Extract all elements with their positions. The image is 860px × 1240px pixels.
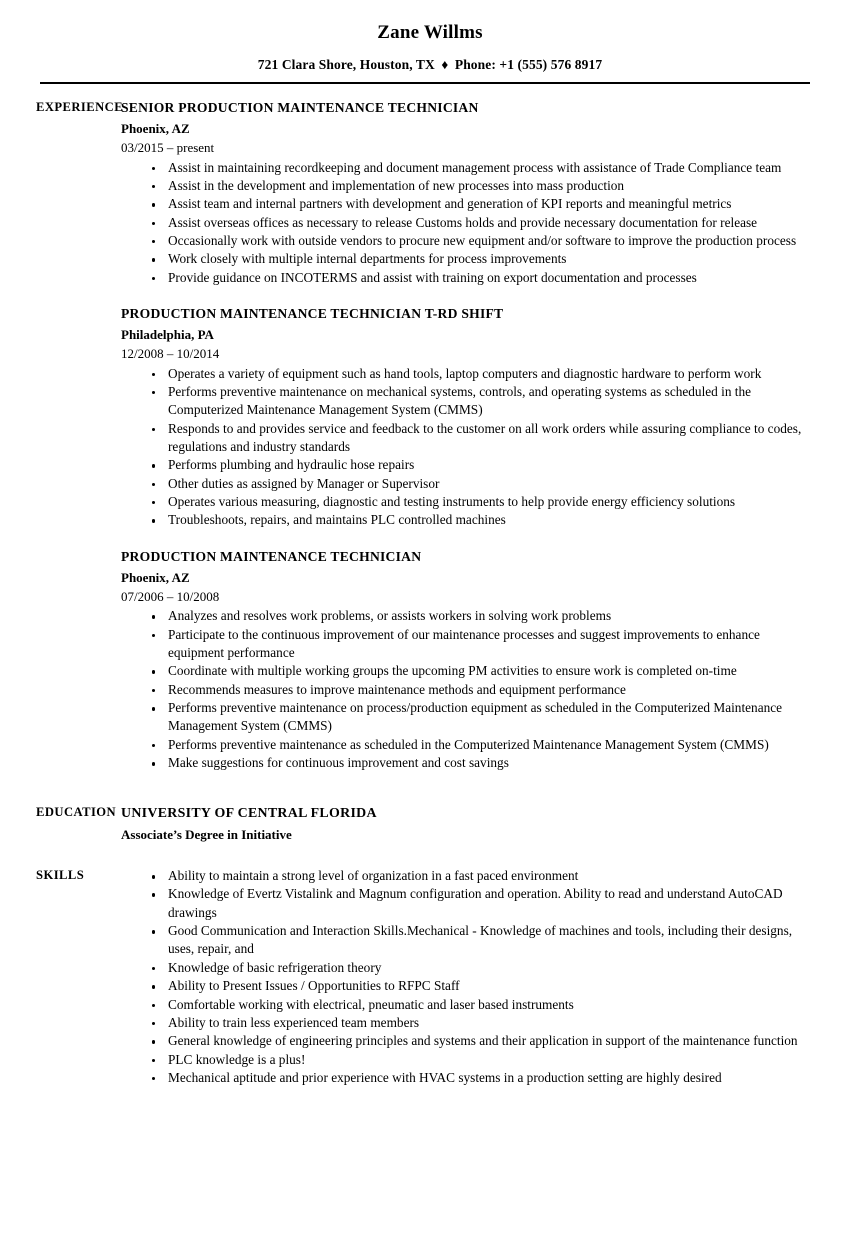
job-title: PRODUCTION MAINTENANCE TECHNICIAN <box>121 548 422 564</box>
job-location: Phoenix, AZ <box>121 121 190 137</box>
list-item: Recommends measures to improve maintenance methods and equipment performance <box>151 681 810 699</box>
section-label-experience: EXPERIENCE <box>36 99 124 114</box>
job-title: PRODUCTION MAINTENANCE TECHNICIAN T-RD SHIFT <box>121 305 504 321</box>
list-item: Knowledge of basic refrigeration theory <box>151 959 810 977</box>
experience-entries <box>121 99 860 773</box>
candidate-phone: Phone: +1 (555) 576 8917 <box>454 56 603 72</box>
list-item: Assist overseas offices as necessary to release Customs holds and provide necessary documentation for release <box>151 214 810 232</box>
candidate-address: 721 Clara Shore, Houston, TX <box>257 56 435 72</box>
section-experience <box>0 99 860 773</box>
list-item: Performs plumbing and hydraulic hose repairs <box>151 456 810 474</box>
list-item: Assist team and internal partners with development and generation of KPI reports and meaningful metrics <box>151 195 810 213</box>
skills-entries <box>121 867 860 1087</box>
list-item: Knowledge of Evertz Vistalink and Magnum configuration and operation. Ability to read and understand AutoCAD drawings <box>151 885 810 922</box>
list-item: Ability to train less experienced team members <box>151 1014 810 1032</box>
list-item: Responds to and provides service and feedback to the customer on all work orders while assuring compliance to codes, regulations and industry standards <box>151 420 810 457</box>
section-label-education: EDUCATION <box>36 804 117 819</box>
list-item: Operates various measuring, diagnostic and testing instruments to help provide energy efficiency solutions <box>151 493 810 511</box>
list-item: Analyzes and resolves work problems, or assists workers in solving work problems <box>151 607 810 625</box>
list-item: Assist in maintaining recordkeeping and document management process with assistance of Trade Compliance team <box>151 159 810 177</box>
diamond-separator-icon: ♦ <box>441 56 449 72</box>
list-item: Participate to the continuous improvement of our maintenance processes and suggest improvements to enhance equipment performance <box>151 626 810 663</box>
list-item: Occasionally work with outside vendors to procure new equipment and/or software to improve the production process <box>151 232 810 250</box>
job-location: Phoenix, AZ <box>121 570 190 586</box>
list-item: Operates a variety of equipment such as hand tools, laptop computers and diagnostic hardware to perform work <box>151 365 810 383</box>
list-item: Mechanical aptitude and prior experience with HVAC systems in a production setting are highly desired <box>151 1069 810 1087</box>
resume-body <box>0 84 860 1087</box>
skills-list <box>121 867 810 1087</box>
list-item: PLC knowledge is a plus! <box>151 1051 810 1069</box>
job-responsibility-list <box>121 365 810 530</box>
job-responsibility-list <box>121 607 810 772</box>
job-location: Philadelphia, PA <box>121 327 214 343</box>
list-item: Performs preventive maintenance on process/production equipment as scheduled in the Computerized Maintenance Management System (CMMS) <box>151 699 810 736</box>
list-item: Performs preventive maintenance on mechanical systems, controls, and operating systems as scheduled in the Computerized Maintenance Management System (CMMS) <box>151 383 810 420</box>
list-item: Other duties as assigned by Manager or Supervisor <box>151 475 810 493</box>
job-responsibility-list <box>121 159 810 287</box>
list-item: Performs preventive maintenance as scheduled in the Computerized Maintenance Management System (CMMS) <box>151 736 810 754</box>
section-education <box>0 804 860 846</box>
section-label-skills: SKILLS <box>36 868 85 883</box>
experience-job <box>121 548 810 773</box>
job-dates: 03/2015 – present <box>121 139 215 155</box>
list-item: Troubleshoots, repairs, and maintains PLC controlled machines <box>151 511 810 529</box>
list-item: Assist in the development and implementation of new processes into mass production <box>151 177 810 195</box>
education-degree: Associate’s Degree in Initiative <box>121 826 292 842</box>
list-item: Coordinate with multiple working groups the upcoming PM activities to ensure work is completed on-time <box>151 662 810 680</box>
list-item: Ability to maintain a strong level of organization in a fast paced environment <box>151 867 810 885</box>
section-skills <box>0 867 860 1087</box>
job-dates: 12/2008 – 10/2014 <box>121 345 220 361</box>
list-item: Comfortable working with electrical, pneumatic and laser based instruments <box>151 996 810 1014</box>
list-item: Provide guidance on INCOTERMS and assist with training on export documentation and processes <box>151 269 810 287</box>
resume-header <box>0 0 860 84</box>
experience-job <box>121 99 810 287</box>
list-item: Work closely with multiple internal departments for process improvements <box>151 250 810 268</box>
list-item: Ability to Present Issues / Opportunities to RFPC Staff <box>151 977 810 995</box>
candidate-contact-line <box>0 57 860 73</box>
job-title: SENIOR PRODUCTION MAINTENANCE TECHNICIAN <box>121 99 479 115</box>
candidate-name: Zane Willms <box>377 22 483 43</box>
list-item: Good Communication and Interaction Skills.Mechanical - Knowledge of machines and tools, including their designs, uses, repair, and <box>151 922 810 959</box>
job-dates: 07/2006 – 10/2008 <box>121 588 220 604</box>
list-item: General knowledge of engineering principles and systems and their application in support of the maintenance function <box>151 1032 810 1050</box>
education-entries <box>121 804 860 846</box>
education-school: UNIVERSITY OF CENTRAL FLORIDA <box>121 805 377 821</box>
experience-job <box>121 305 810 530</box>
list-item: Make suggestions for continuous improvement and cost savings <box>151 754 810 772</box>
